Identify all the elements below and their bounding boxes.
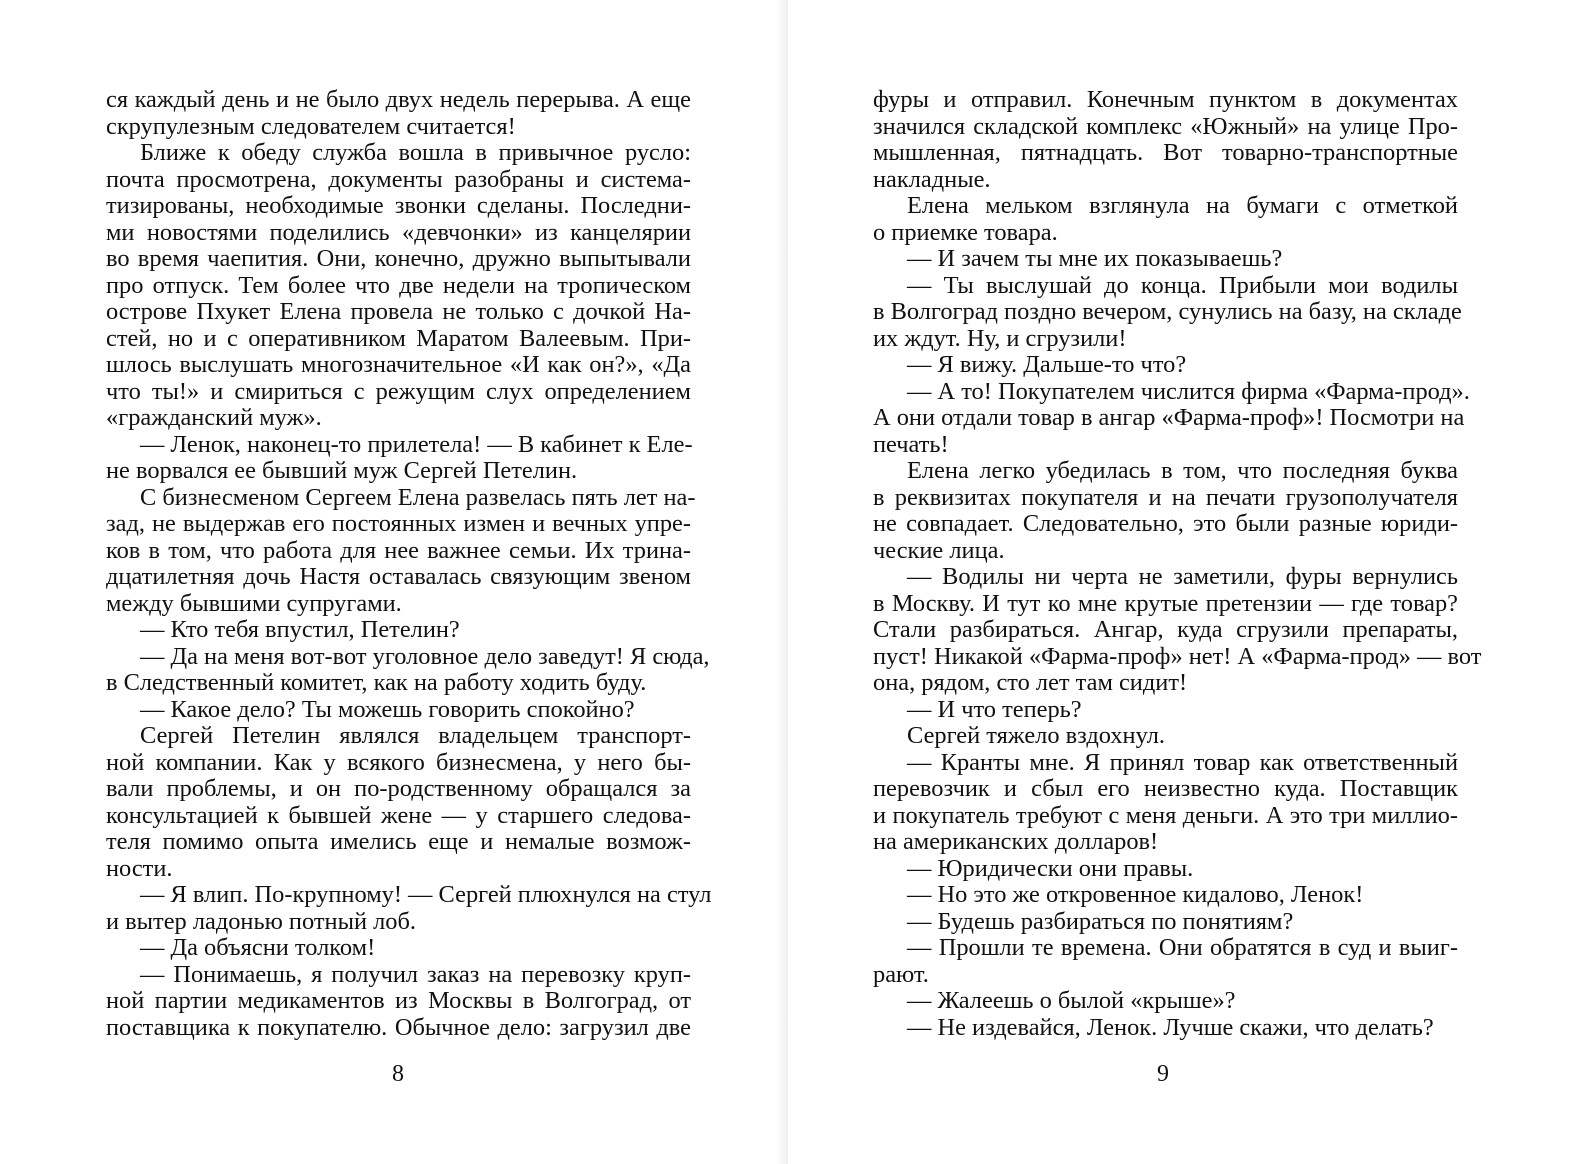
text-line: дцатилетняя дочь Настя оставалась связующим звеном — [106, 563, 691, 590]
text-line: — Прошли те времена. Они обратятся в суд и выиг- — [907, 934, 1458, 961]
text-line: почта просмотрена, документы разобраны и система- — [106, 165, 691, 193]
text-line: — И что теперь? — [907, 695, 1082, 723]
left-page — [0, 0, 788, 1164]
text-line: — Какое дело? Ты можешь говорить спокойно? — [140, 695, 635, 723]
text-line: во время чаепития. Они, конечно, дружно выпытывали — [106, 245, 691, 272]
text-line: ности. — [106, 854, 173, 882]
text-line: острове Пхукет Елена провела не только с дочкой На- — [106, 298, 691, 325]
text-line: консультацией к бывшей жене — у старшего следова- — [106, 801, 691, 829]
text-line: в Волгоград поздно вечером, сунулись на базу, на складе — [873, 298, 1462, 325]
text-line: ся каждый день и не было двух недель перерыва. А еще — [106, 86, 691, 113]
text-line: Сергей тяжело вздохнул. — [907, 722, 1165, 749]
text-line: стей, но и с оперативником Маратом Валеевым. При- — [106, 324, 691, 352]
text-line: поставщика к покупателю. Обычное дело: загрузил две — [106, 1013, 691, 1041]
text-line: — Да объясни толком! — [140, 934, 376, 961]
text-line: Елена мельком взглянула на бумаги с отметкой — [907, 192, 1458, 219]
text-line: и вытер ладонью потный лоб. — [106, 907, 416, 935]
text-line: ков в том, что работа для нее важнее семьи. Их трина- — [106, 536, 691, 564]
text-line: пуст! Никакой «Фарма-проф» нет! А «Фарма-прод» — вот — [873, 642, 1482, 670]
text-line: не ворвался ее бывший муж Сергей Петелин. — [106, 457, 578, 484]
text-line: о приемке товара. — [873, 218, 1058, 246]
left-page-text — [106, 86, 712, 1041]
text-line: — Но это же откровенное кидалово, Ленок! — [907, 881, 1364, 908]
text-line: С бизнесменом Сергеем Елена развелась пять лет на- — [140, 483, 696, 511]
text-line: шлось выслушать многозначительное «И как он?», «Да — [106, 351, 691, 378]
text-line: Ближе к обеду служба вошла в привычное русло: — [140, 139, 691, 166]
text-line: ми новостями поделились «девчонки» из канцелярии — [106, 218, 691, 246]
text-line: Стали разбираться. Ангар, куда сгрузили препараты, — [873, 616, 1458, 643]
text-line: их ждут. Ну, и сгрузили! — [873, 324, 1127, 352]
text-line: — Жалеешь о былой «крыше»? — [907, 987, 1236, 1014]
text-line: тизированы, необходимые звонки сделаны. Последни- — [106, 192, 691, 219]
text-line: печать! — [873, 430, 949, 458]
text-line: накладные. — [873, 165, 991, 193]
text-line: не совпадает. Следовательно, это были разные юриди- — [873, 510, 1458, 537]
text-line: значился складской комплекс «Южный» на улице Про- — [873, 112, 1458, 140]
text-line: — Понимаешь, я получил заказ на перевозку круп- — [140, 960, 691, 988]
text-line: на американских долларов! — [873, 828, 1159, 855]
right-page — [788, 0, 1577, 1164]
right-page-number: 9 — [1157, 1061, 1169, 1087]
text-line: мышленная, пятнадцать. Вот товарно-транспортные — [873, 139, 1458, 166]
text-line: — И зачем ты мне их показываешь? — [907, 245, 1283, 272]
text-line: ной партии медикаментов из Москвы в Волгоград, от — [106, 987, 691, 1014]
text-line: фуры и отправил. Конечным пунктом в документах — [873, 86, 1458, 113]
text-line: — А то! Покупателем числится фирма «Фарма-прод». — [907, 377, 1470, 405]
text-line: — Водилы ни черта не заметили, фуры вернулись — [907, 563, 1458, 590]
text-line: зад, не выдержав его постоянных измен и вечных упре- — [106, 510, 691, 537]
text-line: — Я вижу. Дальше-то что? — [907, 351, 1187, 378]
text-line: — Не издевайся, Ленок. Лучше скажи, что делать? — [907, 1013, 1434, 1041]
text-line: в Следственный комитет, как на работу ходить буду. — [106, 669, 647, 696]
text-line: — Юридически они правы. — [907, 854, 1194, 882]
text-line: А они отдали товар в ангар «Фарма-проф»! Посмотри на — [873, 404, 1465, 431]
text-line: — Я влип. По-крупному! — Сергей плюхнулся на стул — [140, 881, 712, 908]
text-line: между бывшими супругами. — [106, 589, 402, 617]
text-line: в Москву. И тут ко мне крутые претензии — где товар? — [873, 589, 1458, 617]
text-line: Сергей Петелин являлся владельцем транспорт- — [140, 722, 691, 749]
text-line: в реквизитах покупателя и на печати грузополучателя — [873, 483, 1458, 511]
text-line: «гражданский муж». — [106, 404, 322, 431]
text-line: теля помимо опыта имелись еще и немалые возмож- — [106, 828, 691, 855]
text-line: она, рядом, сто лет там сидит! — [873, 669, 1188, 696]
text-line: ной компании. Как у всякого бизнесмена, у него бы- — [106, 748, 691, 776]
text-line: перевозчик и сбыл его неизвестно куда. Поставщик — [873, 775, 1458, 802]
text-line: Елена легко убедилась в том, что последняя буква — [907, 457, 1458, 484]
text-line: ческие лица. — [873, 536, 1005, 564]
text-line: скрупулезным следователем считается! — [106, 112, 516, 140]
text-line: — Будешь разбираться по понятиям? — [907, 907, 1294, 935]
text-line: вали проблемы, и он по-родственному обращался за — [106, 775, 691, 802]
text-line: — Кто тебя впустил, Петелин? — [140, 616, 460, 643]
text-line: — Кранты мне. Я принял товар как ответственный — [907, 748, 1458, 776]
text-line: — Ленок, наконец-то прилетела! — В кабинет к Еле- — [140, 430, 693, 458]
text-line: рают. — [873, 960, 929, 988]
text-line: что ты!» и смириться с режущим слух определением — [106, 377, 691, 405]
text-line: про отпуск. Тем более что две недели на тропическом — [106, 271, 691, 299]
text-line: — Да на меня вот-вот уголовное дело заведут! Я сюда, — [140, 642, 710, 670]
left-page-number: 8 — [392, 1061, 404, 1087]
text-line: и покупатель требуют с меня деньги. А это три миллио- — [873, 801, 1458, 829]
text-line: — Ты выслушай до конца. Прибыли мои водилы — [907, 271, 1458, 299]
right-page-text — [873, 86, 1482, 1041]
